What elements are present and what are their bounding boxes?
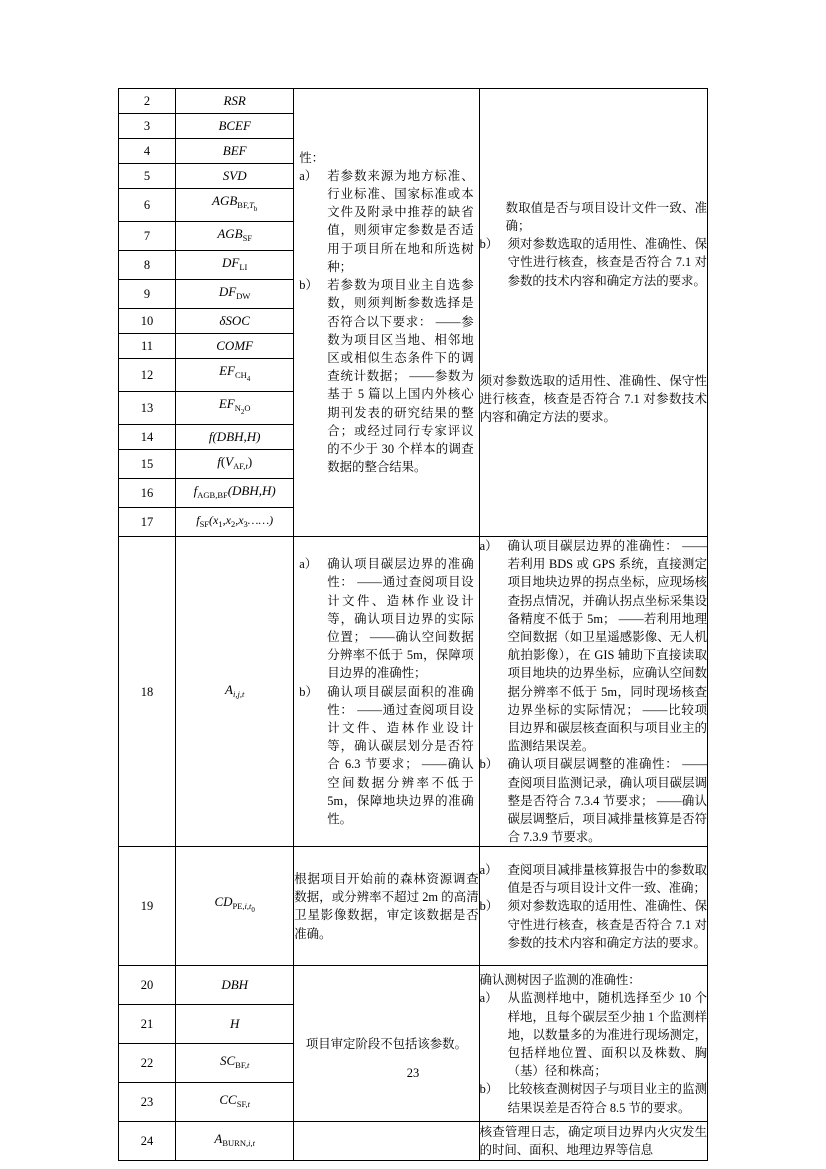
right-lead-text: 数取值是否与项目设计文件一致、准确； xyxy=(505,200,707,233)
row-number: 24 xyxy=(119,1122,176,1161)
row-number: 11 xyxy=(119,334,176,359)
table-row xyxy=(119,966,708,1005)
list-marker-b: b） xyxy=(479,899,499,914)
row-symbol: DBH xyxy=(176,966,294,1005)
parameter-verification-table xyxy=(118,88,708,1161)
list-marker-b: b） xyxy=(479,757,499,772)
list-text-a-main: 确认项目碳层边界的准确性： xyxy=(507,539,679,553)
row-symbol: H xyxy=(176,1005,294,1044)
list-text-b-main: 若参数为项目业主自选参数，则须判断参数选择是否符合以下要求： xyxy=(327,278,474,329)
row-symbol: $CC_{SF,t}$ xyxy=(176,1083,294,1122)
row-symbol: $EF_{CH_4}$ xyxy=(176,359,294,392)
row-symbol: $AGB_{BF,T_b}$ xyxy=(176,189,294,222)
row-number: 16 xyxy=(119,479,176,508)
list-dash-4: ——查阅项目监测记录，确认项目碳层调整是否符合 7.3.4 节要求； xyxy=(507,757,707,808)
row-number: 15 xyxy=(119,450,176,479)
list-text-a-main: 确认项目碳层边界的准确性： xyxy=(327,557,474,590)
row-symbol: $f_{AGB,BF}(DBH,H)$ xyxy=(176,479,294,508)
list-text-a: 从监测样地中，随机选择至少 10 个样地，且每个碳层至少抽 1 个监测样地，以数量多的为准进行现场测定，包括样地位置、面积以及株数、胸（基）径和株高； xyxy=(507,991,707,1079)
right-bottom-text: 须对参数选取的适用性、准确性、保守性进行核查，核查是否符合 7.1 对参数技术内容和确定方法的要求。 xyxy=(479,373,707,425)
list-item xyxy=(299,555,473,682)
row-symbol: $EF_{N_2O}$ xyxy=(176,392,294,425)
verification-requirements-cell xyxy=(479,966,707,1122)
list-marker-b: b） xyxy=(479,1082,499,1097)
list-marker-a: a） xyxy=(299,168,318,183)
row-symbol: BCEF xyxy=(176,114,294,139)
row-symbol: RSR xyxy=(176,89,294,114)
list-marker-b: b） xyxy=(479,237,499,252)
list-dash-2: ——参数为基于 5 篇以上国内外核心期刊发表的研究结果的整合；或经过同行专家评议的不少于 30 个样本的调查数据的整合结果。 xyxy=(327,369,474,475)
list-item xyxy=(480,537,707,755)
list-dash-3: ——比较项目边界和碳层核查面积与项目业主的监测结果误差。 xyxy=(507,702,708,754)
row-number: 7 xyxy=(119,222,176,251)
mid-text: 根据项目开始前的森林资源调查数据，或分辨率不超过 2m 的高清卫星影像数据，审定该数据是否准确。 xyxy=(294,872,479,941)
row-number: 6 xyxy=(119,189,176,222)
row-number: 10 xyxy=(119,309,176,334)
list-dash-1: ——若利用 BDS 或 GPS 系统，直接测定项目地块边界的拐点坐标，应现场核查拐点情况，并确认拐点坐标采集设备精度不低于 5m； xyxy=(507,539,707,626)
row-symbol: $DF_{LI}$ xyxy=(176,251,294,280)
list-marker-a: a） xyxy=(299,557,318,572)
list-text-b: 比较核查测树因子与项目业主的监测结果误差是否符合 8.5 节的要求。 xyxy=(507,1082,707,1115)
list-marker-b: b） xyxy=(299,278,318,293)
row-number: 23 xyxy=(119,1083,176,1122)
audit-requirements-cell xyxy=(294,966,479,1122)
verification-requirements-cell xyxy=(479,537,707,847)
list-text-b xyxy=(508,755,707,846)
list-dash-2: ——若利用地理空间数据（如卫星遥感影像、无人机航拍影像），在 GIS 辅助下直接读取项目地块的边界坐标，应确认空间数据分辨率不低于 5m，同时现场核查边界坐标的实际情况； xyxy=(507,611,707,717)
page-content xyxy=(118,88,708,1161)
list-dash-4: ——确认空间数据分辨率不低于 5m，保障地块边界的准确性。 xyxy=(327,757,474,827)
row-symbol: δSOC xyxy=(176,309,294,334)
list-item xyxy=(299,683,473,829)
row-number: 2 xyxy=(119,89,176,114)
row-symbol: $SC_{BF,t}$ xyxy=(176,1044,294,1083)
right-text: 核查管理日志，确定项目边界内火灾发生的时间、面积、地理边界等信息 xyxy=(479,1125,707,1158)
list-dash-2: ——确认空间数据分辨率不低于 5m，保障项目边界的准确性； xyxy=(327,630,474,681)
row-number: 9 xyxy=(119,280,176,309)
list-item xyxy=(299,167,473,276)
row-symbol: f(DBH,H) xyxy=(176,425,294,450)
list-text-a xyxy=(508,537,707,755)
list-marker-b: b） xyxy=(299,684,318,699)
right-lead-text: 确认测树因子监测的准确性： xyxy=(479,973,641,988)
list-dash-1: ——通过查阅项目设计文件、造林作业设计等，确认项目边界的实际位置； xyxy=(327,575,474,645)
verification-requirements-cell xyxy=(479,1122,707,1161)
table-row xyxy=(119,847,708,966)
row-symbol: $DF_{DW}$ xyxy=(176,280,294,309)
row-symbol: $f_{SF}(x_1,x_2,x_3\dots\dots)$ xyxy=(176,508,294,537)
list-dash-1: ——参数为项目区当地、相邻地区或相似生态条件下的调查统计数据； xyxy=(327,314,474,384)
audit-requirements-cell xyxy=(294,1122,479,1161)
row-number: 4 xyxy=(119,139,176,164)
page-number: 23 xyxy=(406,1066,420,1080)
mid-lead-text: 性： xyxy=(299,150,325,165)
row-symbol: SVD xyxy=(176,164,294,189)
row-number: 20 xyxy=(119,966,176,1005)
row-symbol: $AGB_{SF}$ xyxy=(176,222,294,251)
mid-text: 项目审定阶段不包括该参数。 xyxy=(305,1036,467,1051)
row-number: 22 xyxy=(119,1044,176,1083)
list-marker-a: a） xyxy=(479,539,498,553)
row-number: 14 xyxy=(119,425,176,450)
list-item xyxy=(299,276,473,476)
table-row xyxy=(119,1122,708,1161)
row-number: 8 xyxy=(119,251,176,280)
list-text-b: 须对参数选取的适用性、准确性、保守性进行核查，核查是否符合 7.1 对参数的技术内容和确定方法的要求。 xyxy=(507,237,707,288)
row-number: 13 xyxy=(119,392,176,425)
verification-requirements-cell xyxy=(479,847,707,966)
list-item xyxy=(480,235,707,290)
list-text-a: 若参数来源为地方标准、行业标准、国家标准或本文件及附录中推荐的缺省值，则须审定参数是否适用于项目所在地和所选树种； xyxy=(327,168,474,274)
row-number: 12 xyxy=(119,359,176,392)
row-number: 3 xyxy=(119,114,176,139)
list-text-b: 须对参数选取的适用性、准确性、保守性进行核查，核查是否符合 7.1 对参数的技术内容和确定方法的要求。 xyxy=(507,899,707,950)
row-symbol: $CD_{PE,i,t_0}$ xyxy=(176,847,294,966)
row-symbol: $f(V_{AF,t})$ xyxy=(176,450,294,479)
list-dash-3: ——通过查阅项目设计文件、造林作业设计等，确认碳层划分是否符合 6.3 节要求； xyxy=(327,702,474,772)
list-marker-a: a） xyxy=(479,991,498,1006)
audit-requirements-cell xyxy=(294,89,479,537)
audit-requirements-cell xyxy=(294,537,479,847)
row-number: 5 xyxy=(119,164,176,189)
list-text-a: 查阅项目减排量核算报告中的参数取值是否与项目设计文件一致、准确； xyxy=(507,862,707,896)
row-number: 18 xyxy=(119,537,176,847)
list-item xyxy=(480,861,707,897)
list-item xyxy=(480,755,707,846)
list-text-b-main: 确认项目碳层调整的准确性： xyxy=(507,757,679,772)
row-symbol: BEF xyxy=(176,139,294,164)
list-text-a xyxy=(327,555,473,682)
row-number: 21 xyxy=(119,1005,176,1044)
row-number: 17 xyxy=(119,508,176,537)
row-symbol: $A_{BURN,i,t}$ xyxy=(176,1122,294,1161)
list-text-b xyxy=(327,276,473,476)
table-row xyxy=(119,89,708,114)
list-text-b xyxy=(327,683,473,829)
row-symbol: COMF xyxy=(176,334,294,359)
list-text-b-main: 确认项目碳层面积的准确性： xyxy=(327,684,474,717)
audit-requirements-cell xyxy=(294,847,479,966)
row-symbol: $A_{i,j,t}$ xyxy=(176,537,294,847)
table-row xyxy=(119,537,708,847)
list-dash-5: ——确认碳层调整后，项目减排量核算是否符合 7.3.9 节要求。 xyxy=(507,793,707,845)
list-item xyxy=(480,1080,707,1116)
list-item xyxy=(480,897,707,952)
row-number: 19 xyxy=(119,847,176,966)
list-marker-a: a） xyxy=(479,862,498,877)
verification-requirements-cell xyxy=(479,89,707,537)
